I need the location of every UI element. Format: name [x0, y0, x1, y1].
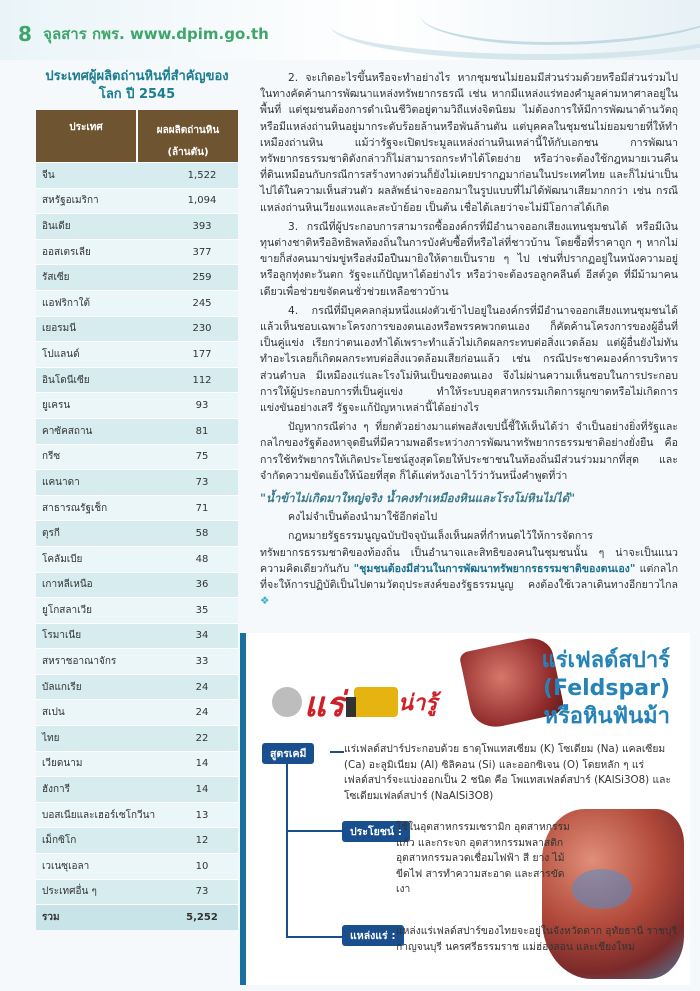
country-cell: ตุรกี [42, 528, 60, 540]
pull-quote: "น้ำข้าไม่เกิดมาใหญ่จริง น้ำคงทำเหมืองหินและโรงโม่หินไม่ได้" [260, 491, 576, 506]
sources-text: แหล่งแร่เฟลด์สปาร์ของไทยจะอยู่ในจังหวัดตาก อุทัยธานี ราชบุรี กาญจนบุรี นครศรีธรรมราช แม่ฮ่องสอน และเชียงใหม่ [396, 925, 678, 953]
table-header [36, 110, 238, 162]
paragraph-5: ปัญหากรณีต่าง ๆ ที่ยกตัวอย่างมาแต่พอสังเขปนี้ชี้ให้เห็นได้ว่า จำเป็นอย่างยิ่งที่รัฐและกลไกของรัฐต้องหาจุดยืนที่มีความพอดีระหว่างการพัฒนาทรัพยากรธรรมชาติอย่างยั่งยืน คือการใช้ทรัพยากรให้เกิดประโยชน์สูงสุดโดยให้ประชาชนในท้องถิ่นมีส่วนร่วมมากที่สุด และจำกัดความขัดแย้งให้น้อยที่สุด ก็ได้แต่หวังเอาไว้ว่าวันหนึ่งคำพูดที่ว่า [260, 421, 678, 482]
country-cell: โคลัมเบีย [42, 553, 83, 565]
output-cell: 393 [192, 220, 212, 232]
country-cell: โปแลนด์ [42, 348, 80, 360]
country-cell: รัสเซีย [42, 272, 70, 284]
table-body [36, 162, 238, 904]
output-cell: 48 [195, 553, 209, 565]
country-cell: เยอรมนี [42, 323, 77, 335]
feldspar-feature-box [240, 633, 690, 985]
output-cell: 22 [195, 732, 209, 744]
table-row [36, 418, 238, 444]
output-cell: 75 [195, 451, 209, 463]
feature-title-english: (Feldspar) [543, 676, 670, 701]
table-row [36, 853, 238, 879]
table-row [36, 751, 238, 777]
output-cell: 10 [195, 860, 209, 872]
coal-production-table [36, 110, 238, 928]
output-cell: 259 [192, 272, 212, 284]
table-row [36, 367, 238, 393]
table-row [36, 495, 238, 521]
country-cell: โรมาเนีย [42, 630, 82, 642]
output-cell: 36 [195, 579, 209, 591]
page-number: 8 [18, 22, 32, 46]
output-cell: 14 [195, 784, 209, 796]
feature-title [542, 647, 670, 731]
table-total-row [36, 904, 238, 930]
output-cell: 112 [192, 374, 212, 386]
country-cell: เม็กซิโก [42, 835, 77, 847]
table-row [36, 341, 238, 367]
table-row [36, 162, 238, 188]
table-row [36, 572, 238, 598]
output-cell: 230 [192, 323, 212, 335]
country-cell: บอสเนียและเฮอร์เซโกวีนา [42, 809, 156, 821]
table-title: ประเทศผู้ผลิตถ่านหินที่สำคัญของโลก ปี 2545 [45, 69, 229, 102]
country-cell: ประเทศอื่น ๆ [42, 886, 97, 898]
output-cell: 58 [195, 528, 209, 540]
header-text [18, 22, 269, 46]
bulldozer-icon [354, 687, 398, 717]
logo-stone-icon [272, 687, 302, 717]
publication-name: จุลสาร กพร. [43, 25, 125, 43]
output-cell: 93 [195, 400, 209, 412]
output-cell: 177 [192, 348, 212, 360]
uses-text: ใช้ในอุตสาหกรรมเซรามิก อุตสาหกรรมแก้ว และกระจก อุตสาหกรรมพลาสติก อุตสาหกรรมลวดเชื่อมไฟฟ้า สี ยาง ไม้ขีดไฟ สารทำความสะอาด และสารขัดเงา [396, 821, 570, 895]
table-row [36, 444, 238, 470]
page-header [0, 0, 700, 60]
logo-word-2: น่ารู้ [398, 691, 438, 716]
table-row [36, 239, 238, 265]
table-row [36, 648, 238, 674]
country-cell: ไทย [42, 732, 60, 744]
output-cell: 33 [195, 656, 209, 668]
country-cell: ยูโกสลาเวีย [42, 604, 93, 616]
country-cell: คาซัคสถาน [42, 425, 93, 437]
end-mark-icon: ❖ [260, 595, 270, 608]
table-row [36, 725, 238, 751]
country-cell: แอฟริกาใต้ [42, 297, 90, 309]
country-cell: เวเนซุเอลา [42, 860, 90, 872]
output-cell: 13 [195, 809, 209, 821]
paragraph-4: 4. กรณีที่มีบุคคลกลุ่มหนึ่งแฝงตัวเข้าไปอยู่ในองค์กรที่มีอำนาจออกเสียงแทนชุมชนได้ แล้วเห็นชอบเฉพาะโครงการของตนเองหรือพรรคพวกตนเอง ก็คัดค้านโครงการของผู้อื่นที่เป็นคู่แข่ง เรียกว่าตนเองทำได้เพราะทำแล้วไม่เกิดผลกระทบต่อสิ่งแวดล้อม แต่ผู้อื่นยังไม่ทันทำอะไรเลยก็เกิดผลกระทบต่อสิ่งแวดล้อมเสียก่อนแล้ว เช่น กรณีประชาคมองค์การบริหารส่วนตำบล มีเหมืองแร่และโรงโม่หินเป็นของตนเอง จึงไม่ผ่านความเห็นชอบในการประกอบการให้ผู้ประกอบการที่เป็นคู่แข่ง ทำให้ระบบอุตสาหกรรมเกิดการผูกขาดหรือไม่เกิดการแข่งขันอย่างเสรี รัฐจะแก้ปัญหาเหล่านี้ได้อย่างไร [260, 304, 678, 415]
paragraph-6: คงไม่จำเป็นต้องนำมาใช้อีกต่อไป [288, 511, 438, 524]
output-cell: 14 [195, 758, 209, 770]
header-output-unit: (ล้านตัน) [167, 147, 209, 158]
output-cell: 81 [195, 425, 209, 437]
country-cell: สเปน [42, 707, 65, 719]
connector-line [330, 751, 344, 753]
header-output [136, 110, 238, 162]
country-cell: สาธารณรัฐเช็ก [42, 502, 108, 514]
country-cell: สหราชอาณาจักร [42, 656, 117, 668]
country-cell: บัลแกเรีย [42, 681, 82, 693]
table-row [36, 802, 238, 828]
connector-line [286, 763, 288, 938]
paragraph-7-highlight: "ชุมชนต้องมีส่วนในการพัฒนาทรัพยากรธรรมชาติของตนเอง" [353, 562, 636, 575]
table-row [36, 290, 238, 316]
paragraph-3: 3. กรณีที่ผู้ประกอบการสามารถซื้อองค์กรที่มีอำนาจออกเสียงแทนชุมชนได้ หรือมีเงินทุนต่างชาติหรืออิทธิพลท้องถิ่นในการบังคับซื้อที่หรือไล่ที่ชาวบ้าน โดยซื้อที่ราคาถูก ๆ หากไม่ขายก็ส่งคนมาข่มขู่หรือส่งมือปืนมายิงให้ตายเป็นราย ๆ ไป เช่นที่ปรากฏอยู่ในหนังความอยู่ หรือลูกทุ่งตะวันตก รัฐจะแก้ปัญหาได้อย่างไร หรือว่าจะต้องรอลูกคลีนต์ อีสต์วูด ที่มีม้ามาคนเดียวเพื่อช่วยขจัดคนชั่วช่วยเหลือชาวบ้าน [260, 220, 678, 298]
website-link[interactable]: www.dpim.go.th [129, 25, 269, 43]
table-row [36, 546, 238, 572]
header-country: ประเทศ [69, 122, 103, 133]
uses-label: ประโยชน์ : [342, 821, 410, 842]
feature-title-thai: แร่เฟลด์สปาร์ [541, 648, 670, 673]
feature-title-alt: หรือหินฟันม้า [543, 704, 670, 729]
table-row [36, 776, 238, 802]
country-cell: อินโดนีเซีย [42, 374, 90, 386]
table-row [36, 469, 238, 495]
table-row [36, 699, 238, 725]
country-cell: ฮังการี [42, 784, 71, 796]
country-cell: จีน [42, 169, 55, 181]
paragraph-7 [260, 528, 678, 609]
table-row [36, 597, 238, 623]
output-cell: 24 [195, 707, 209, 719]
output-cell: 245 [192, 297, 212, 309]
connector-line [286, 830, 342, 832]
output-cell: 377 [192, 246, 212, 258]
formula-text: แร่เฟลด์สปาร์ประกอบด้วย ธาตุโพแทสเซียม (K) โซเดียม (Na) แคลเซียม (Ca) อะลูมิเนียม (Al) ซิลิคอน (Si) และออกซิเจน (O) โดยหลัก ๆ แร่เฟลด์สปาร์จะแบ่งออกเป็น 2 ชนิด คือ โพแทสเฟลด์สปาร์ (KAlSi3O8) และโซเดียมเฟลด์สปาร์ (NaAlSi3O8) [344, 743, 671, 802]
output-cell: 24 [195, 681, 209, 693]
country-cell: แคนาดา [42, 476, 80, 488]
output-cell: 73 [195, 886, 209, 898]
country-cell: ออสเตรเลีย [42, 246, 91, 258]
logo-word-1: แร่ [304, 685, 345, 725]
country-cell: ยูเครน [42, 400, 71, 412]
output-cell: 73 [195, 476, 209, 488]
table-row [36, 623, 238, 649]
country-cell: สหรัฐอเมริกา [42, 195, 99, 207]
article-body [260, 70, 678, 613]
table-row [36, 213, 238, 239]
connector-line [286, 936, 342, 938]
formula-label: สูตรเคมี [262, 743, 314, 764]
total-value: 5,252 [186, 912, 218, 924]
table-row [36, 316, 238, 342]
paragraph-2: 2. จะเกิดอะไรขึ้นหรือจะทำอย่างไร หากชุมชนไม่ยอมมีส่วนร่วมด้วยหรือมีส่วนร่วมไปในทางคัดค้านการพัฒนาแหล่งทรัพยากรธรณี เช่น หากมีแหล่งแร่ทองคำมูลค่ามหาศาลอยู่ในพื้นที่ แต่ชุมชนต้องการดำเนินชีวิตอยู่ตามวิถีแห่งจิตนิยม ไม่ต้องการให้มีการพัฒนาด้านวัตถุ หรือมีแหล่งถ่านหินอยู่มากระดับร้อยล้านหรือพันล้านตัน แต่บุคคลในชุมชนไม่ยอมขายที่ให้ทำเหมืองถ่านหิน แม้ว่ารัฐจะเปิดประมูลแหล่งถ่านหินเหล่านี้ให้กับเอกชน การพัฒนาทรัพยากรธรรมชาติดังกล่าวก็ไม่สามารถกระทำได้โดยง่าย หรือว่าจะต้องใช้กฎหมายเวนคืนที่ดินเหมือนกับกรณีการสร้างทางด่วนก็ยังไม่เคยปรากฏมาก่อนในประเทศไทย และก็ไม่น่าเป็นไปได้ในความเห็นส่วนตัว ผลลัพธ์น่าจะออกมาในรูปแบบที่ไม่ได้พัฒนาเสียมากกว่า เช่น กรณีแหล่งถ่านหินเวียงแหงและสะบ้าย้อย เป็นต้น เชื่อได้เลยว่าจะไม่มีโอกาสได้เกิด [260, 72, 678, 214]
table-row [36, 827, 238, 853]
country-cell: กรีซ [42, 451, 61, 463]
output-cell: 1,094 [187, 195, 217, 207]
table-row [36, 520, 238, 546]
mineral-facts-logo [272, 673, 442, 731]
table-row [36, 879, 238, 905]
table-row [36, 188, 238, 214]
output-cell: 71 [195, 502, 209, 514]
table-row [36, 264, 238, 290]
output-cell: 35 [195, 604, 209, 616]
table-row [36, 674, 238, 700]
paragraph-7-end: แต่กลไกที่จะให้การปฏิบัติเป็นไปตามวัตถุประสงค์ของรัฐธรรมนูญ คงต้องใช้เวลาเดินทางอีกยาวไกล [260, 562, 678, 592]
country-cell: อินเดีย [42, 220, 71, 232]
paragraph-7-start: กฎหมายรัฐธรรมนูญฉบับปัจจุบันเล็งเห็นผลที่กำหนดไว้ให้การจัดการทรัพยากรธรรมชาติของท้องถิ่น เป็นอำนาจและสิทธิของคนในชุมชนนั้น ๆ น่าจะเป็นแนวความคิดเดียวกันกับ [260, 530, 678, 575]
sources-label: แหล่งแร่ : [342, 925, 404, 946]
total-label: รวม [42, 912, 60, 924]
output-cell: 34 [195, 630, 209, 642]
header-output-label: ผลผลิตถ่านหิน [156, 125, 220, 136]
table-row [36, 392, 238, 418]
country-cell: เวียดนาม [42, 758, 83, 770]
output-cell: 1,522 [187, 169, 217, 181]
country-cell: เกาหลีเหนือ [42, 579, 93, 591]
output-cell: 12 [195, 835, 209, 847]
